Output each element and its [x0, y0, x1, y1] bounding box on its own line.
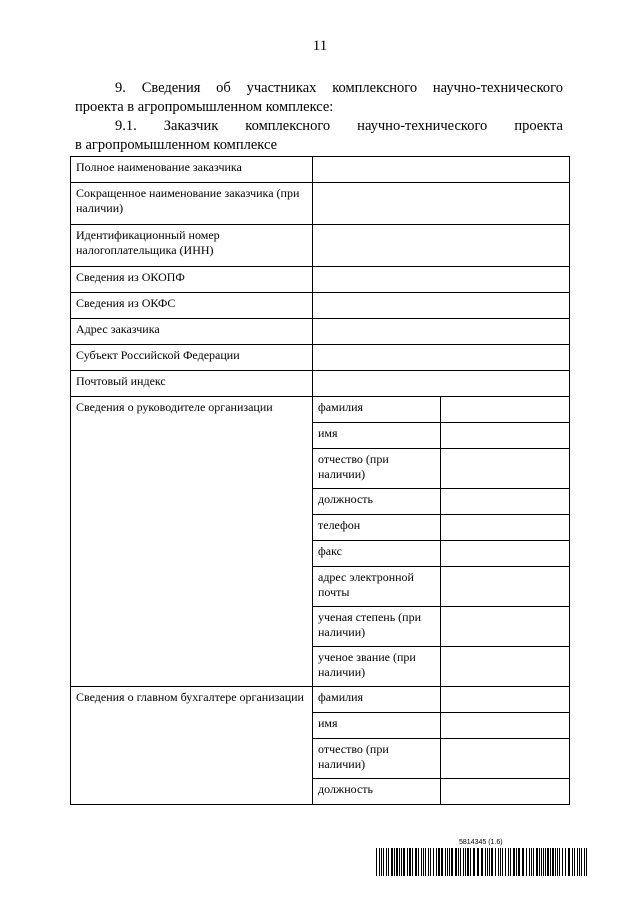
- value-cell-inn[interactable]: [313, 225, 570, 267]
- customer-info-table: [70, 156, 570, 805]
- row-label-address: Адрес заказчика: [71, 319, 313, 345]
- value-cell-postal-code[interactable]: [313, 371, 570, 397]
- row-label-full-name: Полное наименование заказчика: [71, 157, 313, 183]
- value-cell-full-name[interactable]: [313, 157, 570, 183]
- page-number: 11: [312, 38, 328, 54]
- row-label-okfs: Сведения из ОКФС: [71, 293, 313, 319]
- value-cell-address[interactable]: [313, 319, 570, 345]
- accountant-field-label: должность: [313, 779, 441, 805]
- head-field-label: должность: [313, 489, 441, 515]
- accountant-field-value[interactable]: [441, 713, 570, 739]
- table-row: [71, 687, 570, 713]
- head-field-label: ученая степень (при наличии): [313, 607, 441, 647]
- section-9-1-heading-line1: 9.1. Заказчик комплексного научно-технического проекта: [115, 118, 563, 134]
- head-field-value[interactable]: [441, 647, 570, 687]
- head-field-label: фамилия: [313, 397, 441, 423]
- head-field-value[interactable]: [441, 541, 570, 567]
- row-label-subject: Субъект Российской Федерации: [71, 345, 313, 371]
- value-cell-okfs[interactable]: [313, 293, 570, 319]
- barcode-image: [376, 848, 590, 876]
- section-9-1-heading: [75, 117, 563, 155]
- row-label-postal-code: Почтовый индекс: [71, 371, 313, 397]
- row-label-inn: Идентификационный номер налогоплательщика (ИНН): [71, 225, 313, 267]
- accountant-field-label: отчество (при наличии): [313, 739, 441, 779]
- head-field-label: факс: [313, 541, 441, 567]
- table-row: [71, 267, 570, 293]
- table-row: [71, 345, 570, 371]
- value-cell-okopf[interactable]: [313, 267, 570, 293]
- accountant-field-label: фамилия: [313, 687, 441, 713]
- section-9-heading: [75, 79, 563, 117]
- table-row: [71, 293, 570, 319]
- head-field-label: отчество (при наличии): [313, 449, 441, 489]
- head-field-value[interactable]: [441, 449, 570, 489]
- table-row: [71, 319, 570, 345]
- head-field-label: адрес электронной почты: [313, 567, 441, 607]
- table-row: [71, 371, 570, 397]
- head-field-label: телефон: [313, 515, 441, 541]
- head-field-label: имя: [313, 423, 441, 449]
- head-field-value[interactable]: [441, 607, 570, 647]
- section-9-heading-line2: проекта в агропромышленном комплексе:: [75, 99, 334, 115]
- accountant-section-label: Сведения о главном бухгалтере организации: [71, 687, 313, 805]
- table-row: [71, 397, 570, 423]
- head-section-label: Сведения о руководителе организации: [71, 397, 313, 687]
- row-label-short-name: Сокращенное наименование заказчика (при наличии): [71, 183, 313, 225]
- accountant-field-value[interactable]: [441, 739, 570, 779]
- head-field-value[interactable]: [441, 489, 570, 515]
- accountant-field-label: имя: [313, 713, 441, 739]
- head-field-value[interactable]: [441, 567, 570, 607]
- table-row: [71, 183, 570, 225]
- section-9-1-heading-line2: в агропромышленном комплексе: [75, 137, 278, 153]
- barcode-caption: 5814345 (1.6): [459, 839, 503, 846]
- value-cell-short-name[interactable]: [313, 183, 570, 225]
- section-9-heading-line1: 9. Сведения об участниках комплексного научно-технического: [115, 80, 563, 96]
- head-field-value[interactable]: [441, 423, 570, 449]
- accountant-field-value[interactable]: [441, 779, 570, 805]
- head-field-value[interactable]: [441, 515, 570, 541]
- head-field-label: ученое звание (при наличии): [313, 647, 441, 687]
- head-field-value[interactable]: [441, 397, 570, 423]
- row-label-okopf: Сведения из ОКОПФ: [71, 267, 313, 293]
- value-cell-subject[interactable]: [313, 345, 570, 371]
- table-row: [71, 225, 570, 267]
- table-row: [71, 157, 570, 183]
- accountant-field-value[interactable]: [441, 687, 570, 713]
